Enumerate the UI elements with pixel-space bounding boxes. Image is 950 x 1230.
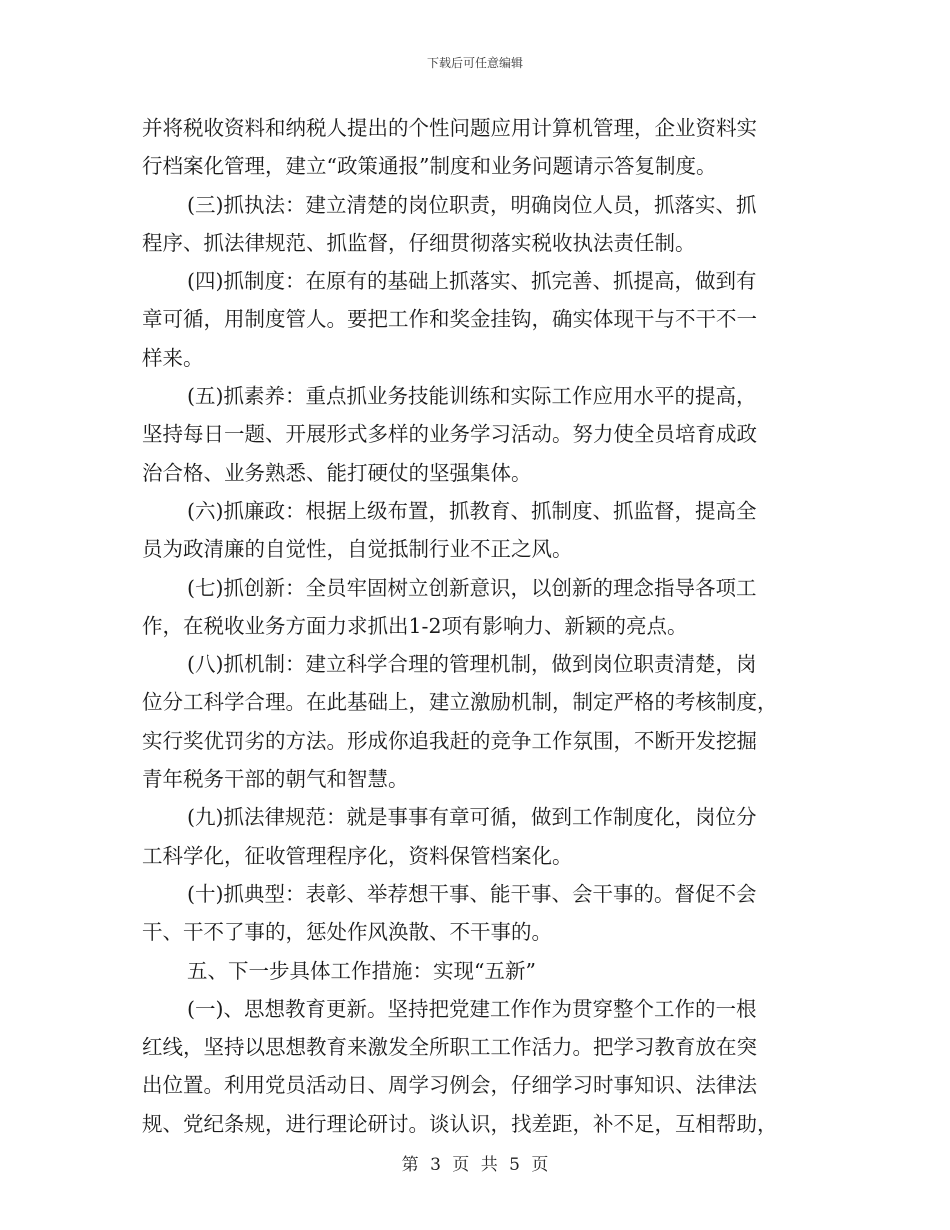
text-line: 红线，坚持以思想教育来激发全所职工工作活力。把学习教育放在突 [142, 1035, 757, 1060]
document-body [142, 109, 808, 1143]
text-line: (三)抓执法：建立清楚的岗位职责，明确岗位人员，抓落实、抓 [187, 192, 757, 217]
text-line: 规、党纪条规，进行理论研讨。谈认识，找差距，补不足，互相帮助， [142, 1111, 778, 1136]
text-line: 位分工科学合理。在此基础上，建立激励机制，制定严格的考核制度， [142, 690, 778, 715]
text-line: 程序、抓法律规范、抓监督，仔细贯彻落实税收执法责任制。 [142, 230, 696, 255]
text-line: (九)抓法律规范：就是事事有章可循，做到工作制度化，岗位分 [187, 805, 757, 830]
text-line: 出位置。利用党员活动日、周学习例会，仔细学习时事知识、法律法 [142, 1073, 757, 1098]
text-line: 坚持每日一题、开展形式多样的业务学习活动。努力使全员培育成政 [142, 422, 757, 447]
text-line: (十)抓典型：表彰、举荐想干事、能干事、会干事的。督促不会 [187, 881, 757, 906]
text-line: (六)抓廉政：根据上级布置，抓教育、抓制度、抓监督，提高全 [187, 498, 757, 523]
text-line: 工科学化，征收管理程序化，资料保管档案化。 [142, 843, 573, 868]
text-line: (一)、思想教育更新。坚持把党建工作作为贯穿整个工作的一根 [187, 996, 757, 1021]
text-line: 并将税收资料和纳税人提出的个性问题应用计算机管理，企业资料实 [142, 116, 757, 140]
text-line: 实行奖优罚劣的方法。形成你追我赶的竞争工作氛围，不断开发挖掘 [142, 728, 757, 753]
text-line: 五、下一步具体工作措施：实现“五新” [187, 958, 536, 983]
text-line: 治合格、业务熟悉、能打硬仗的坚强集体。 [142, 460, 532, 485]
text-line: 员为政清廉的自觉性，自觉抵制行业不正之风。 [142, 537, 573, 562]
page-header: 下载后可任意编辑 [426, 56, 523, 70]
text-line: 作，在税收业务方面力求抓出1-2项有影响力、新颖的亮点。 [142, 613, 688, 638]
text-line: 章可循，用制度管人。要把工作和奖金挂钩，确实体现干与不干不一 [142, 307, 757, 332]
text-line: (八)抓机制：建立科学合理的管理机制，做到岗位职责清楚，岗 [187, 652, 757, 677]
text-line: (五)抓素养：重点抓业务技能训练和实际工作应用水平的提高， [187, 384, 757, 409]
text-line: 干、干不了事的，惩处作风涣散、不干事的。 [142, 920, 552, 945]
text-line: (七)抓创新：全员牢固树立创新意识，以创新的理念指导各项工 [187, 575, 757, 600]
page-number-footer: 第 3 页 共 5 页 [401, 1155, 549, 1175]
text-line: 样来。 [142, 345, 204, 370]
text-line: 青年税务干部的朝气和智慧。 [142, 767, 409, 792]
text-line: (四)抓制度：在原有的基础上抓落实、抓完善、抓提高，做到有 [187, 269, 757, 294]
text-line: 行档案化管理，建立“政策通报”制度和业务问题请示答复制度。 [142, 154, 717, 179]
